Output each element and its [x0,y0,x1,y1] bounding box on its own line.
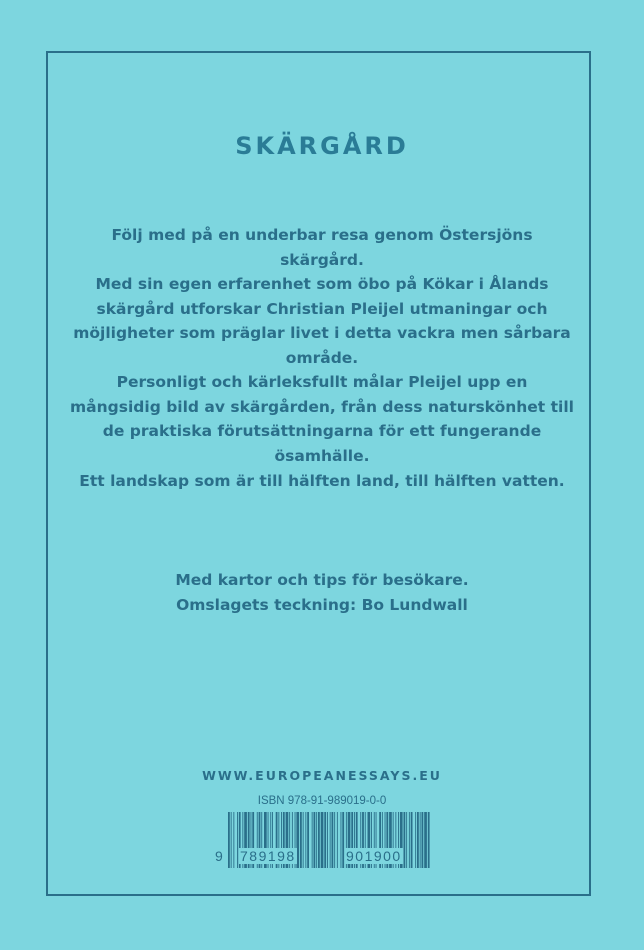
blurb-paragraph-3: Personligt och kärleksfullt målar Pleijel upp en mångsidig bild av skärgården, från dess naturskönhet till de praktiska förutsättningarna för ett fungerande ösamhälle. [70,373,574,465]
credits-line-illustration: Omslagets teckning: Bo Lundwall [176,596,468,614]
barcode-bar [417,812,419,868]
isbn-text: ISBN 978-91-989019-0-0 [257,795,387,807]
barcode-bar [303,812,304,868]
barcode-bar [314,812,316,868]
barcode-bar [231,812,232,868]
barcode-digits-left: 789198 [240,848,296,864]
barcode-bar [420,812,421,868]
barcode-bar [321,812,324,868]
blurb-paragraph-2: Med sin egen erfarenhet som öbo på Kökar i Ålands skärgård utforskar Christian Pleijel utmaningar och möjligheter som präglar livet i detta vackra men sårbara område. [73,275,571,367]
barcode-bar [409,812,410,868]
barcode-bar [228,812,230,868]
barcode-digit-first: 9 [215,848,223,864]
barcode-bar [307,812,309,868]
barcode-bar [332,812,334,868]
barcode-bar [337,812,338,868]
barcode-bar [305,812,306,868]
barcode-bar [422,812,424,868]
blurb-paragraph-4: Ett landskap som är till hälften land, till hälften vatten. [79,472,565,490]
barcode-bar [296,812,299,868]
barcode-bar [237,812,238,868]
website-url[interactable]: WWW.EUROPEANESSAYS.EU [202,768,442,783]
credits-line-maps: Med kartor och tips för besökare. [175,571,469,589]
barcode-bar [424,812,427,868]
barcode-bar [404,812,406,868]
barcode-bar [318,812,320,868]
barcode-bar [406,812,407,868]
barcode-bar [324,812,326,868]
barcode-bar [415,812,416,868]
barcode-bar [341,812,342,868]
barcode-bar [300,812,302,868]
book-title: SKÄRGÅRD [235,132,409,160]
barcode-bar [327,812,328,868]
barcode-bar [316,812,317,868]
barcode-bar [233,812,234,868]
barcode-digits-right: 901900 [346,848,402,864]
barcode-bar [312,812,313,868]
barcode-bar [428,812,430,868]
blurb-paragraph-1: Följ med på en underbar resa genom Östersjöns skärgård. [111,226,533,269]
barcode-bar [342,812,344,868]
barcode-bar [334,812,335,868]
barcode-bar [411,812,413,868]
barcode-bar [330,812,331,868]
